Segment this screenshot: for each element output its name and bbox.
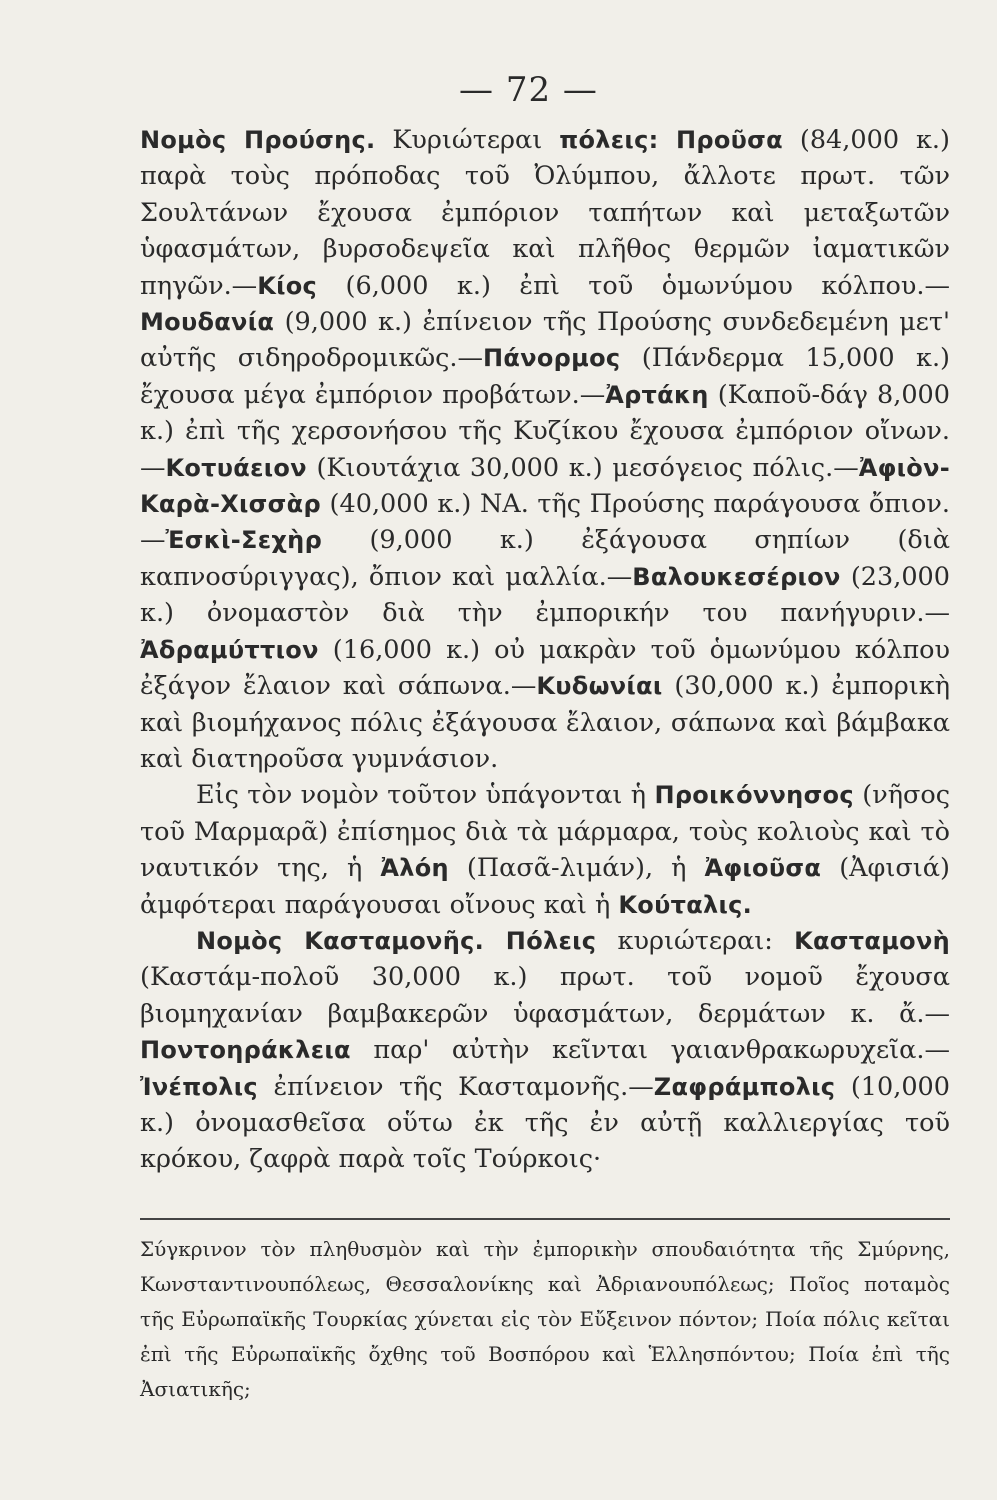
text-run: κυριώτεραι: — [596, 925, 795, 956]
text-run: (10,000 κ.) ὀνομασθεῖσα οὕτω ἐκ τῆς ἐν αὐτῇ καλλιεργίας τοῦ κρόκου, ζαφρὰ παρὰ τοῖς Τούρκοις· — [140, 1071, 951, 1175]
text-run: ἐπίνειον τῆς Κασταμονῆς.— — [257, 1071, 654, 1102]
footnote — [140, 1232, 950, 1407]
text-run: (9,000 κ.) ἐξάγουσα σηπίων (διὰ καπνοσύριγγας), ὄπιον καὶ μαλλία.— — [140, 525, 950, 592]
bold-term: Ποντοηράκλεια — [140, 1036, 351, 1065]
bold-term: Ἀφιὸν-Καρὰ-Χισσὰρ — [140, 453, 950, 519]
bold-term: Ἀλόη — [380, 854, 449, 883]
bold-term: Ἰνέπολις — [140, 1072, 258, 1101]
bold-term: Νομὸς Προύσης. — [140, 126, 376, 154]
text-run: παρ' αὐτὴν κεῖνται γαιανθρακωρυχεῖα.— — [350, 1035, 950, 1066]
bold-term: Κασταμονὴ — [794, 926, 950, 955]
text-run: (16,000 κ.) οὐ μακρὰν τοῦ ὁμωνύμου κόλπου ἐξάγον ἔλαιον καὶ σάπωνα.— — [140, 634, 950, 702]
text-run: (6,000 κ.) ἐπὶ τοῦ ὁμωνύμου κόλπου.— — [317, 270, 950, 301]
text-run: (Καποῦ-δάγ 8,000 κ.) ἐπὶ τῆς χερσονήσου τῆς Κυζίκου ἔχουσα ἐμπόριον οἴνων.— — [140, 379, 950, 483]
footnote-text: Σύγκρινον τὸν πληθυσμὸν καὶ τὴν ἐμπορικὴν σπουδαιότητα τῆς Σμύρνης, Κωνσταντινουπόλεως, Θεσσαλονίκης καὶ Ἀδριανουπόλεως; Ποῖος ποταμὸς τῆς Εὐρωπαϊκῆς Τουρκίας χύνεται εἰς τὸν Εὔξεινον πόντον; Ποία πόλις κεῖται ἐπὶ τῆς Εὐρωπαϊκῆς ὄχθης τοῦ Βοσπόρου καὶ Ἑλλησπόντου; Ποία ἐπὶ τῆς Ἀσιατικῆς; — [140, 1237, 950, 1401]
bold-term: Κυδωνίαι — [536, 672, 663, 701]
text-run: (Κιουτάχια 30,000 κ.) μεσόγειος πόλις.— — [306, 452, 859, 483]
bold-term: Πάνορμος — [483, 344, 621, 373]
paragraph-prusa — [140, 122, 950, 777]
bold-term: πόλεις: Προῦσα — [559, 126, 783, 154]
page-number: — 72 — — [459, 70, 598, 110]
text-run: (23,000 κ.) ὀνομαστὸν διὰ τὴν ἐμπορικήν του πανήγυριν.— — [140, 561, 950, 629]
text-run: (Καστάμ-πολοῦ 30,000 κ.) πρωτ. τοῦ νομοῦ ἔχουσα βιομηχανίαν βαμβακερῶν ὑφασμάτων, δερμάτων κ. ἄ.— — [140, 962, 950, 1029]
main-text — [140, 122, 950, 1178]
bold-term: Ἀδραμύττιον — [140, 635, 319, 664]
bold-term: Κοτυάειον — [165, 453, 307, 482]
bold-term: Ἀρτάκη — [605, 380, 709, 409]
text-run: (νῆσος τοῦ Μαρμαρᾶ) ἐπίσημος διὰ τὰ μάρμαρα, τοὺς κολιοὺς καὶ τὸ ναυτικόν της, ἡ — [140, 780, 951, 884]
text-run: (Πασᾶ-λιμάν), ἡ — [448, 853, 705, 884]
text-run: Εἰς τὸν νομὸν τοῦτον ὑπάγονται ἡ — [196, 780, 655, 811]
bold-term: Κούταλις. — [618, 890, 753, 919]
paragraph-kastamonu — [140, 923, 950, 1178]
bold-term: Ζαφράμπολις — [653, 1072, 836, 1101]
text-run: (84,000 κ.) παρὰ τοὺς πρόποδας τοῦ Ὀλύμπου, ἄλλοτε πρωτ. τῶν Σουλτάνων ἔχουσα ἐμπόριον ταπήτων καὶ μεταξωτῶν ὑφασμάτων, βυρσοδεψεῖα καὶ πλῆθος θερμῶν ἰαματικῶν πηγῶν.— — [140, 125, 950, 301]
bold-term: Ἐσκὶ-Σεχὴρ — [165, 526, 323, 555]
bold-term: Μουδανία — [140, 308, 275, 337]
text-run: (30,000 κ.) ἐμπορικὴ καὶ βιομήχανος πόλις ἐξάγουσα ἔλαιον, σάπωνα καὶ βάμβακα καὶ διατηροῦσα γυμνάσιον. — [140, 671, 950, 774]
bold-term: Βαλουκεσέριον — [632, 562, 841, 591]
text-run: Κυριώτεραι — [375, 125, 560, 155]
bold-term: Κίος — [257, 271, 318, 300]
bold-term: Προικόννησος — [654, 781, 854, 810]
text-run: (40,000 κ.) ΝΑ. τῆς Προύσης παράγουσα ὄπιον.— — [140, 489, 950, 556]
bold-term: Νομὸς Κασταμονῆς. Πόλεις — [196, 926, 597, 955]
text-run: (Πάνδερμα 15,000 κ.) ἔχουσα μέγα ἐμπόριον προβάτων.— — [140, 343, 950, 410]
footnote-divider — [140, 1218, 950, 1220]
paragraph-islands — [140, 777, 950, 923]
text-run: (9,000 κ.) ἐπίνειον τῆς Προύσης συνδεδεμένη μετ' αὐτῆς σιδηροδρομικῶς.— — [140, 307, 950, 374]
bold-term: Ἀφιοῦσα — [704, 854, 822, 883]
text-run: (Ἀφισιά) ἀμφότεραι παράγουσαι οἴνους καὶ ἡ — [140, 853, 950, 920]
